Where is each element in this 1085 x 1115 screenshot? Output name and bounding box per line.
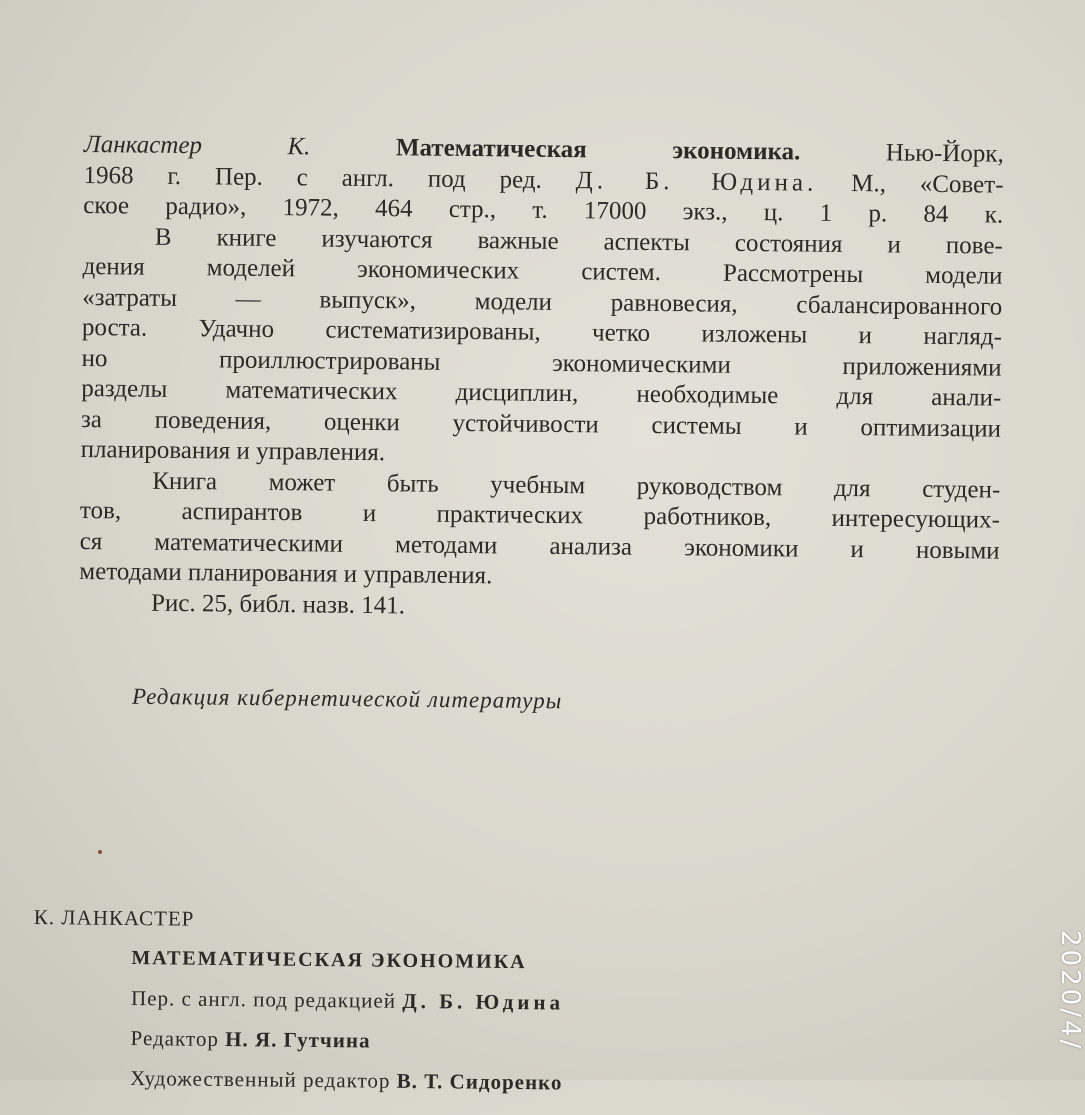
imprint-editor: [32, 1025, 1032, 1059]
entry-line-12: Книга может быть учебным руководством для студен-: [152, 467, 1001, 504]
entry-line-11: планирования и управления.: [80, 435, 386, 467]
entry-text: 1968 г. Пер. с англ. под ред.: [83, 161, 542, 194]
entry-line-14: ся математическими методами анализа экономики и новыми: [79, 527, 1000, 565]
entry-line-7: роста. Удачно систематизированы, четко изложены и нагляд-: [81, 313, 1003, 351]
imprint-translation-prefix: Пер. с англ. под редакцией: [130, 986, 397, 1013]
entry-text: М., «Совет-: [851, 169, 1004, 199]
entry-line-16: Рис. 25, библ. назв. 141.: [150, 589, 406, 619]
editorial-department: Редакция кибернетической литературы: [131, 683, 563, 714]
photo-date-stamp: 2020/4/: [1055, 930, 1085, 1052]
entry-line-9: разделы математических дисциплин, необходимые для анали-: [81, 374, 1002, 412]
imprint-translation: [33, 985, 1033, 1019]
imprint-art-editor-name: В. Т. Сидоренко: [396, 1068, 563, 1095]
entry-line-8: но проиллюстрированы экономическими приложениями: [81, 344, 1002, 382]
imprint-art-editor-label: Художественный редактор: [130, 1066, 391, 1093]
entry-publisher-city: Нью-Йорк,: [885, 139, 1004, 168]
entry-editor-name: Д. Б. Юдина.: [575, 166, 818, 197]
imprint-block: [32, 905, 1034, 1115]
entry-line-13: тов, аспирантов и практических работников, интересующих-: [79, 496, 1001, 534]
imprint-art-editor: [32, 1065, 1032, 1099]
paper-speck: [98, 850, 102, 854]
imprint-title: МАТЕМАТИЧЕСКАЯ ЭКОНОМИКА: [131, 947, 527, 974]
entry-line-6: «затраты — выпуск», модели равновесия, сбалансированного: [82, 283, 1003, 321]
imprint-author: К. ЛАНКАСТЕР: [33, 905, 195, 931]
entry-line-10: за поведения, оценки устойчивости системы и оптимизации: [80, 405, 1002, 443]
imprint-editor-label: Редактор: [130, 1026, 220, 1051]
entry-line-5: дения моделей экономических систем. Рассмотрены модели: [82, 252, 1003, 290]
entry-author: Ланкастер К.: [83, 130, 311, 161]
imprint-editor-name: Н. Я. Гутчина: [225, 1027, 371, 1053]
entry-line-3: ское радио», 1972, 464 стр., т. 17000 экз., ц. 1 р. 84 к.: [83, 191, 1004, 229]
catalog-entry: [79, 130, 1004, 628]
entry-line-4: В книге изучаются важные аспекты состояния и пове-: [154, 223, 1003, 260]
entry-title: Математическая экономика.: [395, 134, 801, 166]
entry-line-15: методами планирования и управления.: [79, 557, 493, 590]
imprint-translation-editor: Д. Б. Юдина: [402, 988, 565, 1015]
